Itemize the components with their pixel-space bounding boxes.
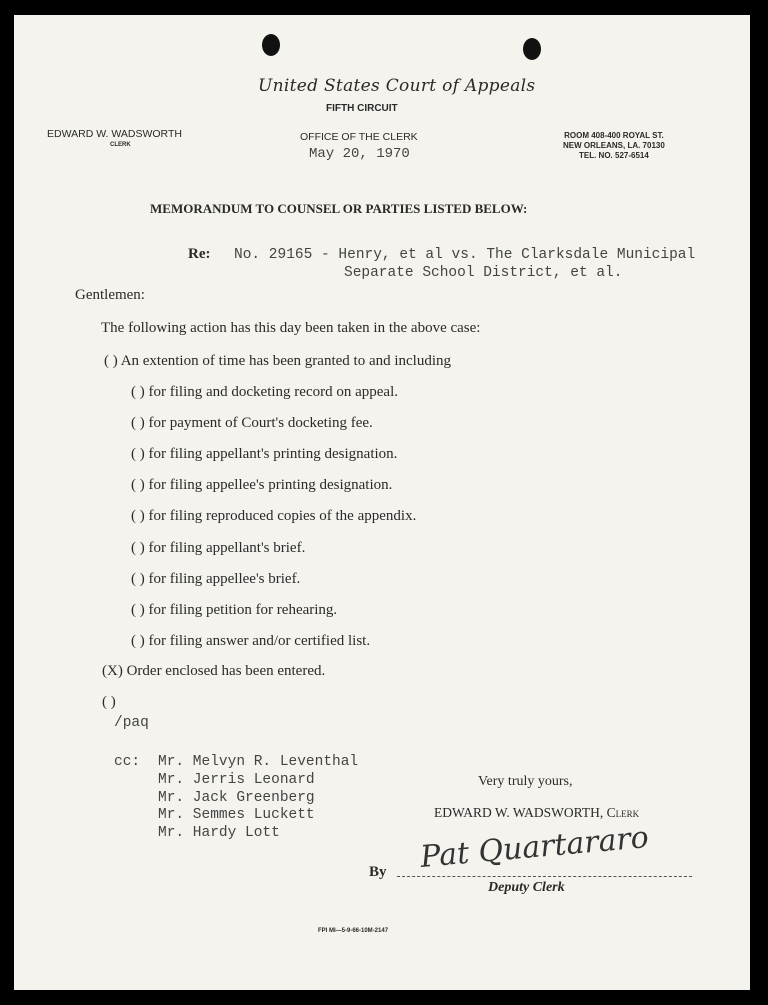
office: OFFICE OF THE CLERK xyxy=(300,131,418,143)
clerk-name: EDWARD W. WADSWORTH xyxy=(47,128,182,140)
checklist-item: ( ) for filing petition for rehearing. xyxy=(131,601,338,618)
form-code: FPI MI—5-9-66-10M-2147 xyxy=(318,928,389,934)
signature: Pat Quartararo xyxy=(418,820,651,875)
deputy-title: Deputy Clerk xyxy=(488,880,565,895)
salutation: Gentlemen: xyxy=(75,287,145,303)
order-item: (X) Order enclosed has been entered. xyxy=(102,663,326,679)
initials: /paq xyxy=(114,715,149,731)
punch-hole xyxy=(523,38,541,60)
extension-item: ( ) An extention of time has been granted to and including xyxy=(104,353,452,369)
checklist-item: ( ) for filing appellant's brief. xyxy=(131,539,306,556)
heading: MEMORANDUM TO COUNSEL OR PARTIES LISTED BELOW: xyxy=(150,201,528,216)
address: ROOM 408-400 ROYAL ST. NEW ORLEANS, LA. 70130 TEL. NO. 527-6514 xyxy=(563,131,665,160)
circuit: FIFTH CIRCUIT xyxy=(326,103,398,114)
date: May 20, 1970 xyxy=(309,146,410,162)
checklist-item: ( ) for filing appellee's brief. xyxy=(131,570,301,587)
blank-item: ( ) xyxy=(102,694,116,710)
closing: Very truly yours, xyxy=(478,774,573,789)
case-reference: No. 29165 - Henry, et al vs. The Clarksdale Municipal Separate School District, et al. xyxy=(234,247,696,281)
cc-list: Mr. Melvyn R. Leventhal Mr. Jerris Leonard Mr. Jack Greenberg Mr. Semmes Luckett Mr. Hardy Lott xyxy=(158,754,359,842)
court-name: United States Court of Appeals xyxy=(258,76,536,96)
checklist-item: ( ) for filing appellant's printing designation. xyxy=(131,446,398,463)
clerk-title: CLERK xyxy=(110,142,131,148)
intro: The following action has this day been taken in the above case: xyxy=(101,320,481,336)
re-label: Re: xyxy=(188,246,211,262)
checklist-item: ( ) for filing appellee's printing designation. xyxy=(131,477,393,494)
signer: EDWARD W. WADSWORTH, Clerk xyxy=(434,805,640,820)
punch-hole xyxy=(262,34,280,56)
signature-line xyxy=(397,876,692,877)
cc-label: cc: xyxy=(114,754,141,770)
checklist-item: ( ) for filing answer and/or certified list. xyxy=(131,632,371,649)
checklist-item: ( ) for filing and docketing record on appeal. xyxy=(131,384,398,400)
checklist-item: ( ) for filing reproduced copies of the appendix. xyxy=(131,508,417,525)
by-label: By xyxy=(369,864,387,880)
checklist-item: ( ) for payment of Court's docketing fee. xyxy=(131,415,373,432)
